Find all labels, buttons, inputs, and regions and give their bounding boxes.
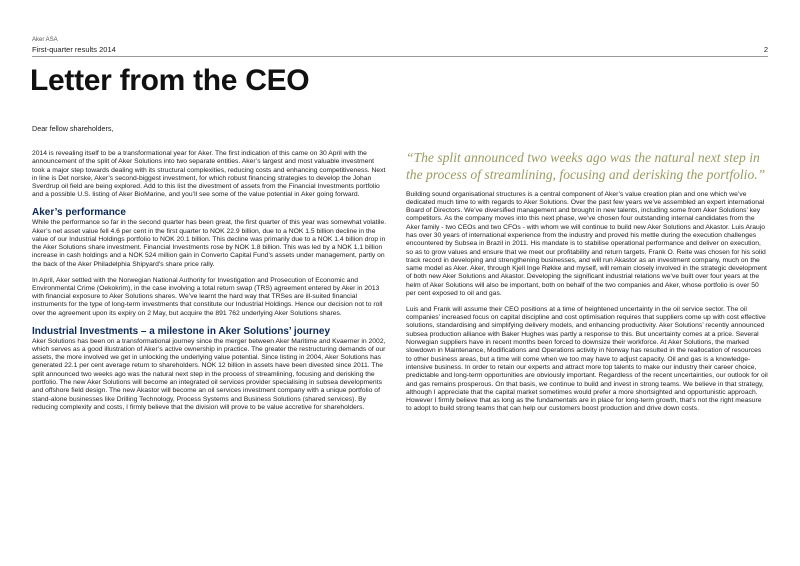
performance-paragraph-1: While the performance so far in the second quarter has been great, the first quarter of this year was somewhat volatile. Aker’s net asset value fell 4.6 per cent in the first quarter to NOK 22.9 billion, due to a NOK 1.5 billion decline in the value of our Industrial Holdings portfolio to NOK 20.1 billion. This decline was primarily due to a NOK 1.4 billion drop in the Aker Solutions share investment. Financial Investments rose by NOK 1.8 billion. This was led by a NOK 1.1 billion increase in cash holdings and a NOK 524 million gain in Converto Capital Fund’s assets under management, partly on the back of the Aker Philadelphia Shipyard’s share price rally. [32,219,387,268]
page-number: 2 [763,45,768,54]
intro-paragraph: 2014 is revealing itself to be a transformational year for Aker. The first indication of this came on 30 April with the announcement of the split of Aker Solutions into two separate entities. Aker’s largest and most valuable investment took a major step towards dealing with its structural complexities, reducing costs and enhancing competitiveness. Next in line is Det norske, Aker’s second-biggest investment, for which robust financing strategies to develop the Johan Sverdrup oil field are being explored. Add to this list the divestment of assets from the Financial Investments portfolio and a possible U.S. listing of Aker BioMarine, and you’ll see some of the value potential in Aker going forward. [32,150,386,199]
page-title: Letter from the CEO [30,64,310,97]
section-heading-industrial: Industrial Investments – a milestone in Aker Solutions’ journey [32,325,331,337]
organisation-paragraph: Building sound organisational structures is a central component of Aker’s value creation plan and one which we’ve dedicated much time to with regards to Aker Solutions. Over the past few years we’ve assembled an expert international Board of Directors. We’ve diversified management and brought in new talents, including some from Aker Solutions’ key competitors. As the company moves into this next phase, we’ve chosen four outstanding internal candidates from the Aker family - two CEOs and two CFOs - with whom we will continue to build new Aker Solutions and Akastor. Luis Araujo has over 30 years of international experience from the industry and proved his mettle during the execution challenges encountered by Subsea in Brazil in 2011. His mandate is to stabilise operational performance and deliver on execution, so as to grow values and ensure that we meet our profitability and return targets. Frank O. Reite was chosen for his solid track record in developing and strengthening businesses, and will run Akastor as an investment company, much on the same model as Aker. Aker, through Kjell Inge Røkke and myself, will remain closely involved in the strategic development of both new Aker Solutions and Akastor. Developing the significant industrial relations we’ve built over four years at the helm of Aker Solutions will also be important, both on behalf of the two companies and Aker, whose portfolio is over 50 per cent exposed to oil and gas. [406,190,767,298]
right-column [406,150,768,421]
performance-paragraph-2: In April, Aker settled with the Norwegian National Authority for Investigation and Prosecution of Economic and Environmental Crime (Oekokrim), in the case involving a total return swap (TRS) agreement entered by Aker in 2013 with financial exposure to Aker Solutions shares. We’ve learnt the hard way that TRSes are ill-suited financial instruments for the type of long-term investments that constitute our Industrial Holdings. Hence our decision not to roll over the agreement upon its expiry on 2 May, but acquire the 891 762 underlying Aker Solutions shares. [32,276,383,317]
left-column [32,150,387,420]
report-subtitle: First-quarter results 2014 [32,45,116,54]
outlook-paragraph: Luis and Frank will assume their CEO positions at a time of heightened uncertainty in the oil service sector. The oil companies’ increased focus on capital discipline and cost optimisation requires that suppliers come up with cost effective solutions, standardising and simplifying delivery models, and enhancing productivity. Aker Solutions’ recently announced subsea production alliance with Baker Hughes was partly a response to this. But uncertainty comes at a price. Several Norwegian suppliers have in recent months been forced to downsize their workforce. At Aker Solutions, the marked slowdown in Maintenance, Modifications and Operations activity in Norway has resulted in the reallocation of resources to other business areas, but a time will come when we too may have to adjust capacity. Oil and gas is a knowledge-intensive business. In order to retain our experts and attract more top talents to make our industry their career choice, predictable and long-term opportunities are obviously important. Regardless of the recent uncertainties, our outlook for oil and gas remains prosperous. On that basis, we continue to build and invest in strong teams. We believe in that strategy, although I appreciate that the capital market sometimes would prefer a more shortsighted and opportunistic approach. However I firmly believe that as long as the fundamentals are in place for long-term growth, that’s not the right measure to adopt to build strong teams that can help our customers boost production and drive down costs. [406,305,768,413]
industrial-paragraph: Aker Solutions has been on a transformational journey since the merger between Aker Maritime and Kvaerner in 2002, which serves as a good illustration of Aker’s active ownership in practice. The greater the restructuring demands of our assets, the more involved we get in unlocking the underlying value potential. Since listing in 2004, Aker Solutions has generated 22.1 per cent average return to shareholders. NOK 12 billion in assets have been divested since 2011. The split announced two weeks ago was the natural next step in the process of streamlining, focusing and derisking the portfolio. The new Aker Solutions will become an integrated oil services provider specialising in subsea developments and offshore field design. The new Akastor will become an oil services investment company with a unique portfolio of stand-alone businesses like Drilling Technology, Process Systems and Business Solutions (shared services). By reducing complexity and costs, I firmly believe that the division will prove to be value accretive for shareholders. [32,337,386,411]
section-heading-performance: Aker’s performance [32,207,126,219]
greeting: Dear fellow shareholders, [32,124,114,133]
header-divider [32,56,768,57]
company-name: Aker ASA [32,37,58,43]
pull-quote: “The split announced two weeks ago was the natural next step in the process of streamlining, focusing and derisking the portfolio.” [406,150,766,182]
